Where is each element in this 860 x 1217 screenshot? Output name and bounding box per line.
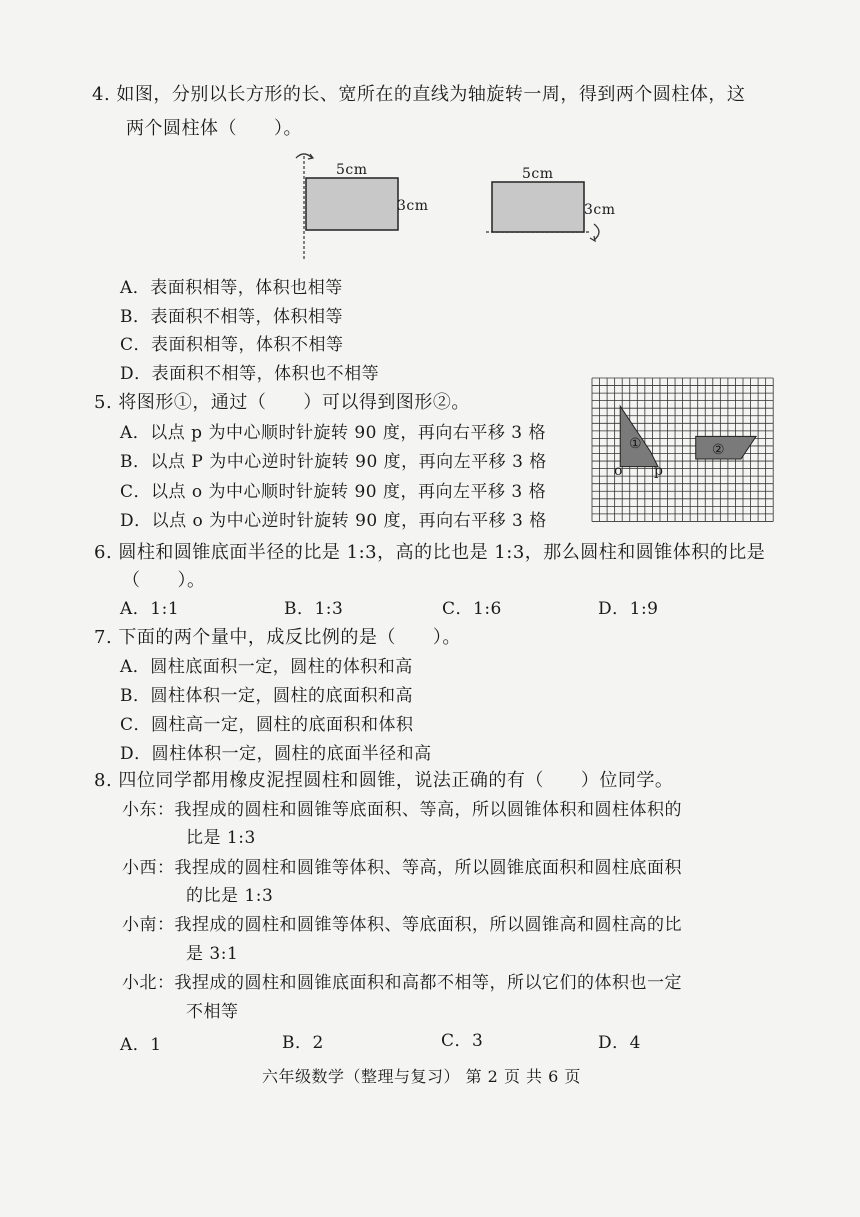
q8-statement-1b: 比是 1:3 xyxy=(186,828,256,848)
left-rectangle xyxy=(306,178,398,230)
q8-option-d: D．4 xyxy=(598,1033,641,1053)
q5-option-a: A．以点 p 为中心顺时针旋转 90 度，再向右平移 3 格 xyxy=(120,423,547,443)
q6-option-a: A．1:1 xyxy=(120,599,180,619)
q4-stem-line1: 4. 如图，分别以长方形的长、宽所在的直线为轴旋转一周，得到两个圆柱体，这 xyxy=(92,84,746,105)
q8-statement-4a: 小北：我捏成的圆柱和圆锥底面积和高都不相等，所以它们的体积也一定 xyxy=(122,973,682,993)
q7-option-d: D．圆柱体积一定，圆柱的底面半径和高 xyxy=(120,744,432,764)
page-footer: 六年级数学（整理与复习） 第 2 页 共 6 页 xyxy=(262,1067,581,1086)
q5-grid-figure xyxy=(590,376,776,530)
q4-fig1-width-label: 3cm xyxy=(397,198,429,214)
q4-option-a: A．表面积相等，体积也相等 xyxy=(120,278,343,298)
q5-option-b: B．以点 P 为中心逆时针旋转 90 度，再向左平移 3 格 xyxy=(120,452,547,472)
q4-fig2-length-label: 5cm xyxy=(522,166,554,182)
q7-stem: 7. 下面的两个量中，成反比例的是（ ）。 xyxy=(94,627,461,648)
q8-stem: 8. 四位同学都用橡皮泥捏圆柱和圆锥，说法正确的有（ ）位同学。 xyxy=(94,770,674,791)
q8-statement-2b: 的比是 1:3 xyxy=(186,886,274,906)
q8-statement-1a: 小东：我捏成的圆柱和圆锥等底面积、等高，所以圆锥体积和圆柱体积的 xyxy=(122,800,682,820)
q4-fig1-length-label: 5cm xyxy=(336,162,368,178)
q7-option-c: C．圆柱高一定，圆柱的底面积和体积 xyxy=(120,715,414,735)
q6-option-c: C．1:6 xyxy=(442,599,502,619)
q8-statement-4b: 不相等 xyxy=(186,1002,239,1022)
q4-option-c: C．表面积相等，体积不相等 xyxy=(120,335,344,355)
q8-statement-3a: 小南：我捏成的圆柱和圆锥等体积、等底面积，所以圆锥高和圆柱高的比 xyxy=(122,915,682,935)
q5-stem: 5. 将图形①，通过（ ）可以得到图形②。 xyxy=(94,392,470,413)
q7-option-a: A．圆柱底面积一定，圆柱的体积和高 xyxy=(120,657,413,677)
q5-shape2-label: ② xyxy=(712,442,726,458)
q8-statement-3b: 是 3:1 xyxy=(186,944,239,964)
q5-option-d: D．以点 o 为中心逆时针旋转 90 度，再向右平移 3 格 xyxy=(120,511,547,531)
q8-option-b: B．2 xyxy=(282,1033,324,1053)
q6-option-d: D．1:9 xyxy=(598,599,659,619)
q8-option-a: A．1 xyxy=(120,1035,162,1055)
q5-option-c: C．以点 o 为中心顺时针旋转 90 度，再向左平移 3 格 xyxy=(120,482,547,502)
q6-stem-line2: （ ）。 xyxy=(122,570,206,591)
q7-option-b: B．圆柱体积一定，圆柱的底面积和高 xyxy=(120,686,413,706)
q4-option-d: D．表面积不相等，体积也不相等 xyxy=(120,364,380,384)
shape-2 xyxy=(696,436,756,459)
q5-shape1-label: ① xyxy=(629,436,643,452)
q4-stem-line2: 两个圆柱体（ ）。 xyxy=(126,118,302,139)
q8-option-c: C．3 xyxy=(441,1031,484,1051)
q4-option-b: B．表面积不相等，体积相等 xyxy=(120,307,343,327)
q8-statement-2a: 小西：我捏成的圆柱和圆锥等体积、等高，所以圆锥底面积和圆柱底面积 xyxy=(122,858,682,878)
q4-fig2-width-label: 3cm xyxy=(584,202,616,218)
q6-option-b: B．1:3 xyxy=(284,599,344,619)
q6-stem-line1: 6. 圆柱和圆锥底面半径的比是 1:3，高的比也是 1:3，那么圆柱和圆锥体积的比是 xyxy=(94,542,766,563)
right-rectangle xyxy=(492,182,584,232)
q5-point-o-label: o xyxy=(614,463,623,479)
q5-point-p-label: p xyxy=(654,463,664,479)
